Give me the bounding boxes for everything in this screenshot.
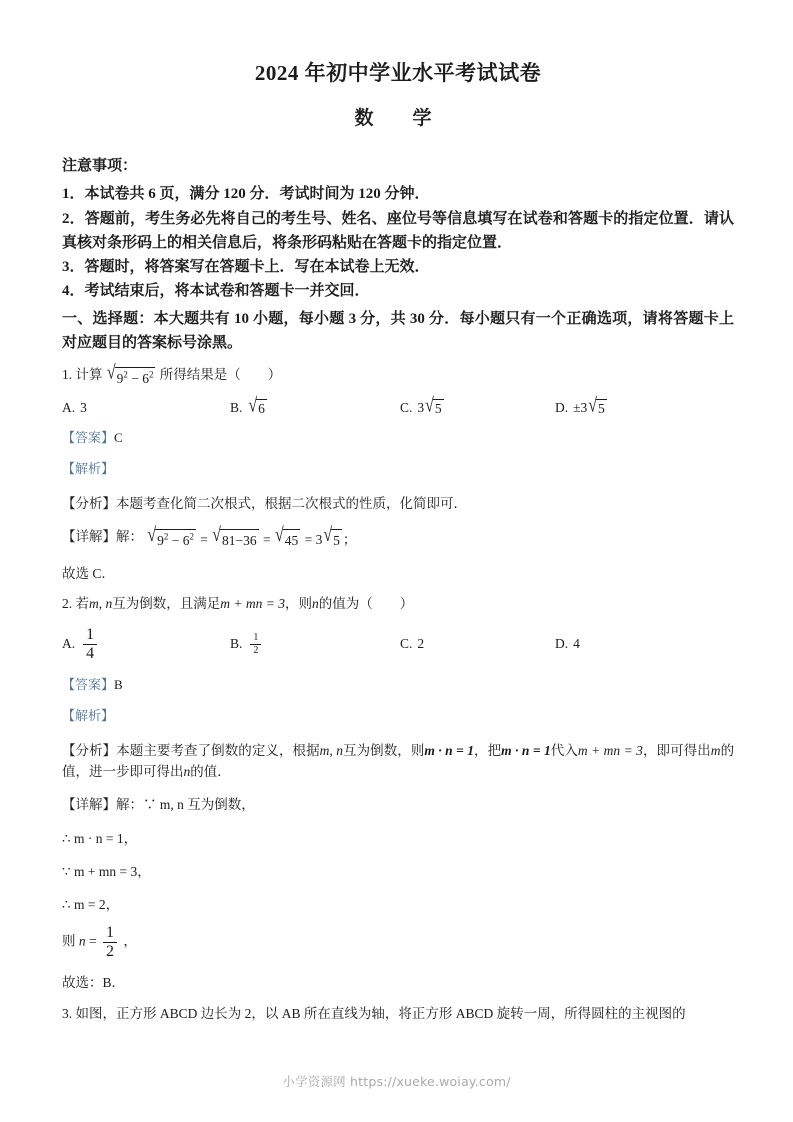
option-a-label: A. bbox=[62, 636, 76, 652]
question-1-detail bbox=[62, 524, 734, 551]
question-1-answer-line bbox=[62, 428, 734, 448]
q2-detail-5-fraction: $\frac{1}{2}$ bbox=[103, 925, 117, 960]
q2-analysis-var-n: n bbox=[183, 763, 191, 779]
q2-analysis-p3: ，把 bbox=[473, 742, 502, 758]
answer-tag: 【答案】 bbox=[62, 677, 115, 693]
question-1-explain-tag bbox=[62, 459, 734, 479]
question-2-analysis bbox=[62, 740, 734, 783]
q2-analysis-p2: 互为倒数，则 bbox=[342, 742, 425, 758]
notice-item-2: 2．答题前，考生务必先将自己的考生号、姓名、座位号等信息填写在试卷和答题卡的指定位置．请认真核对条形码上的相关信息后，将条形码粘贴在答题卡的指定位置． bbox=[62, 210, 734, 251]
question-1-stem-expression: √ $9^2 - 6^2$ bbox=[106, 367, 157, 390]
notice-item-3: 3．答题时，将答案写在答题卡上．写在本试卷上无效． bbox=[62, 259, 430, 276]
question-2-stem-a: 若 bbox=[75, 596, 89, 612]
site-watermark: 小学资源网 https://xueke.woiay.com/ bbox=[282, 1074, 511, 1089]
option-d-label: D. bbox=[555, 400, 569, 416]
question-1-stem-prefix: 计算 bbox=[75, 367, 103, 383]
question-2-detail-line-5 bbox=[62, 925, 734, 960]
option-b-value: $\frac{1}{2}$ bbox=[250, 633, 261, 656]
question-2-option-a[interactable] bbox=[62, 627, 230, 662]
question-2-vars: m, n bbox=[89, 596, 113, 612]
question-1-analysis-text: 本题考查化简二次根式，根据二次根式的性质，化简即可． bbox=[116, 495, 467, 511]
option-a-value: $\frac{1}{4}$ bbox=[83, 627, 97, 662]
question-1-stem-suffix: 所得结果是（ ） bbox=[159, 367, 282, 383]
q2-analysis-vars: m, n bbox=[319, 742, 343, 758]
q2-analysis-p6: 的值，进一步即可得出 bbox=[62, 742, 735, 779]
question-2-stem-b: 互为倒数，且满足 bbox=[112, 596, 221, 612]
option-c-value: 2 bbox=[417, 636, 425, 652]
q2-analysis-eq3: m + mn = 3 bbox=[577, 742, 643, 758]
section-heading-choice: 一、选择题：本大题共有 10 小题，每小题 3 分，共 30 分．每小题只有一个正确选项，请将答题卡上对应题目的答案标号涂黑。 bbox=[62, 310, 734, 352]
option-c-value: 3 √ 5 bbox=[417, 395, 442, 417]
question-3 bbox=[62, 1004, 734, 1025]
question-1-option-a[interactable] bbox=[62, 400, 230, 416]
option-c-label: C. bbox=[400, 400, 413, 416]
option-a-value: 3 bbox=[80, 400, 87, 416]
question-2-detail-line-1 bbox=[62, 795, 734, 815]
question-2-var-n: n bbox=[311, 596, 319, 612]
q2-analysis-p4: 代入 bbox=[550, 742, 578, 758]
question-3-stem-text: 如图，正方形 ABCD 边长为 2，以 AB 所在直线为轴，将正方形 ABCD 旋转一周，所得圆柱的主视图的 bbox=[75, 1005, 686, 1021]
detail-tag: 【详解】 bbox=[62, 528, 116, 544]
q2-analysis-p1: 本题主要考查了倒数的定义，根据 bbox=[116, 742, 320, 758]
option-c-label: C. bbox=[400, 636, 413, 652]
question-1-option-b[interactable] bbox=[230, 395, 400, 417]
option-d-value: 4 bbox=[573, 636, 580, 652]
option-b-value: √ 6 bbox=[248, 395, 265, 417]
solution-word: 解： bbox=[116, 528, 143, 544]
q2-analysis-eq1: m · n = 1 bbox=[424, 742, 474, 758]
option-b-label: B. bbox=[230, 636, 243, 652]
analysis-tag: 【分析】 bbox=[62, 495, 116, 511]
notice-heading: 注意事项： bbox=[62, 157, 138, 174]
question-2-options bbox=[62, 624, 734, 664]
question-1-option-d[interactable] bbox=[555, 395, 715, 417]
question-3-number: 3. bbox=[62, 1005, 73, 1021]
question-2-number: 2. bbox=[62, 596, 73, 612]
question-2 bbox=[62, 594, 734, 993]
analysis-tag: 【分析】 bbox=[62, 742, 117, 758]
question-1-detail-expression: √ $9^2 - 6^2$ = √ 81−36 = √ 45 = 3 √ 5 ； bbox=[146, 529, 356, 551]
q2-analysis-p5: ，即可得出 bbox=[642, 742, 711, 758]
question-2-conclusion: 故选：B． bbox=[62, 975, 126, 991]
question-2-option-c[interactable] bbox=[400, 636, 555, 652]
question-1-stem bbox=[62, 362, 734, 390]
option-a-label: A. bbox=[62, 400, 76, 416]
question-2-option-b[interactable] bbox=[230, 633, 400, 656]
notice-item-1: 1．本试卷共 6 页，满分 120 分．考试时间为 120 分钟． bbox=[62, 186, 430, 203]
explain-tag: 【解析】 bbox=[62, 461, 115, 477]
question-2-answer-value: B bbox=[114, 677, 123, 693]
explain-tag: 【解析】 bbox=[62, 708, 115, 724]
question-2-detail-line-4: ∴ m = 2， bbox=[62, 897, 120, 912]
option-d-label: D. bbox=[555, 636, 569, 652]
notice-item-4: 4．考试结束后，将本试卷和答题卡一并交回． bbox=[62, 283, 370, 300]
question-2-explain-tag bbox=[62, 706, 734, 726]
question-2-option-d[interactable] bbox=[555, 636, 715, 652]
q2-detail-5-suffix: ， bbox=[123, 933, 137, 949]
question-3-stem bbox=[62, 1004, 734, 1025]
question-1 bbox=[62, 362, 734, 584]
question-1-analysis bbox=[62, 493, 734, 514]
answer-tag: 【答案】 bbox=[62, 430, 115, 446]
question-2-stem bbox=[62, 594, 734, 615]
question-1-option-c[interactable] bbox=[400, 395, 555, 417]
question-2-stem-d: 的值为（ ） bbox=[318, 596, 414, 612]
q2-analysis-var-m: m bbox=[710, 742, 721, 758]
option-b-label: B. bbox=[230, 400, 243, 416]
question-2-detail-line-2: ∴ m · n = 1， bbox=[62, 830, 138, 846]
option-d-value: ±3 √ 5 bbox=[573, 395, 605, 417]
question-2-answer-line bbox=[62, 675, 734, 695]
detail-tag: 【详解】 bbox=[62, 797, 116, 813]
question-1-options bbox=[62, 395, 734, 417]
q2-detail-1: 解：∵ m, n 互为倒数， bbox=[116, 797, 255, 813]
question-1-number: 1. bbox=[62, 367, 73, 383]
question-2-detail-line-3: ∵ m + mn = 3， bbox=[62, 863, 151, 879]
question-1-conclusion: 故选 C． bbox=[62, 566, 115, 582]
document-subject: 数 学 bbox=[354, 108, 442, 130]
question-2-equation: m + mn = 3 bbox=[220, 596, 285, 612]
question-2-stem-c: ，则 bbox=[284, 596, 312, 612]
document-title: 2024 年初中学业水平考试试卷 bbox=[254, 61, 542, 85]
question-1-answer-value: C bbox=[114, 430, 123, 446]
q2-analysis-eq2: m · n = 1 bbox=[501, 742, 551, 758]
page-content bbox=[62, 60, 734, 1024]
q2-detail-5-prefix: 则 n = bbox=[62, 933, 97, 949]
q2-analysis-p7: 的值． bbox=[190, 763, 231, 779]
